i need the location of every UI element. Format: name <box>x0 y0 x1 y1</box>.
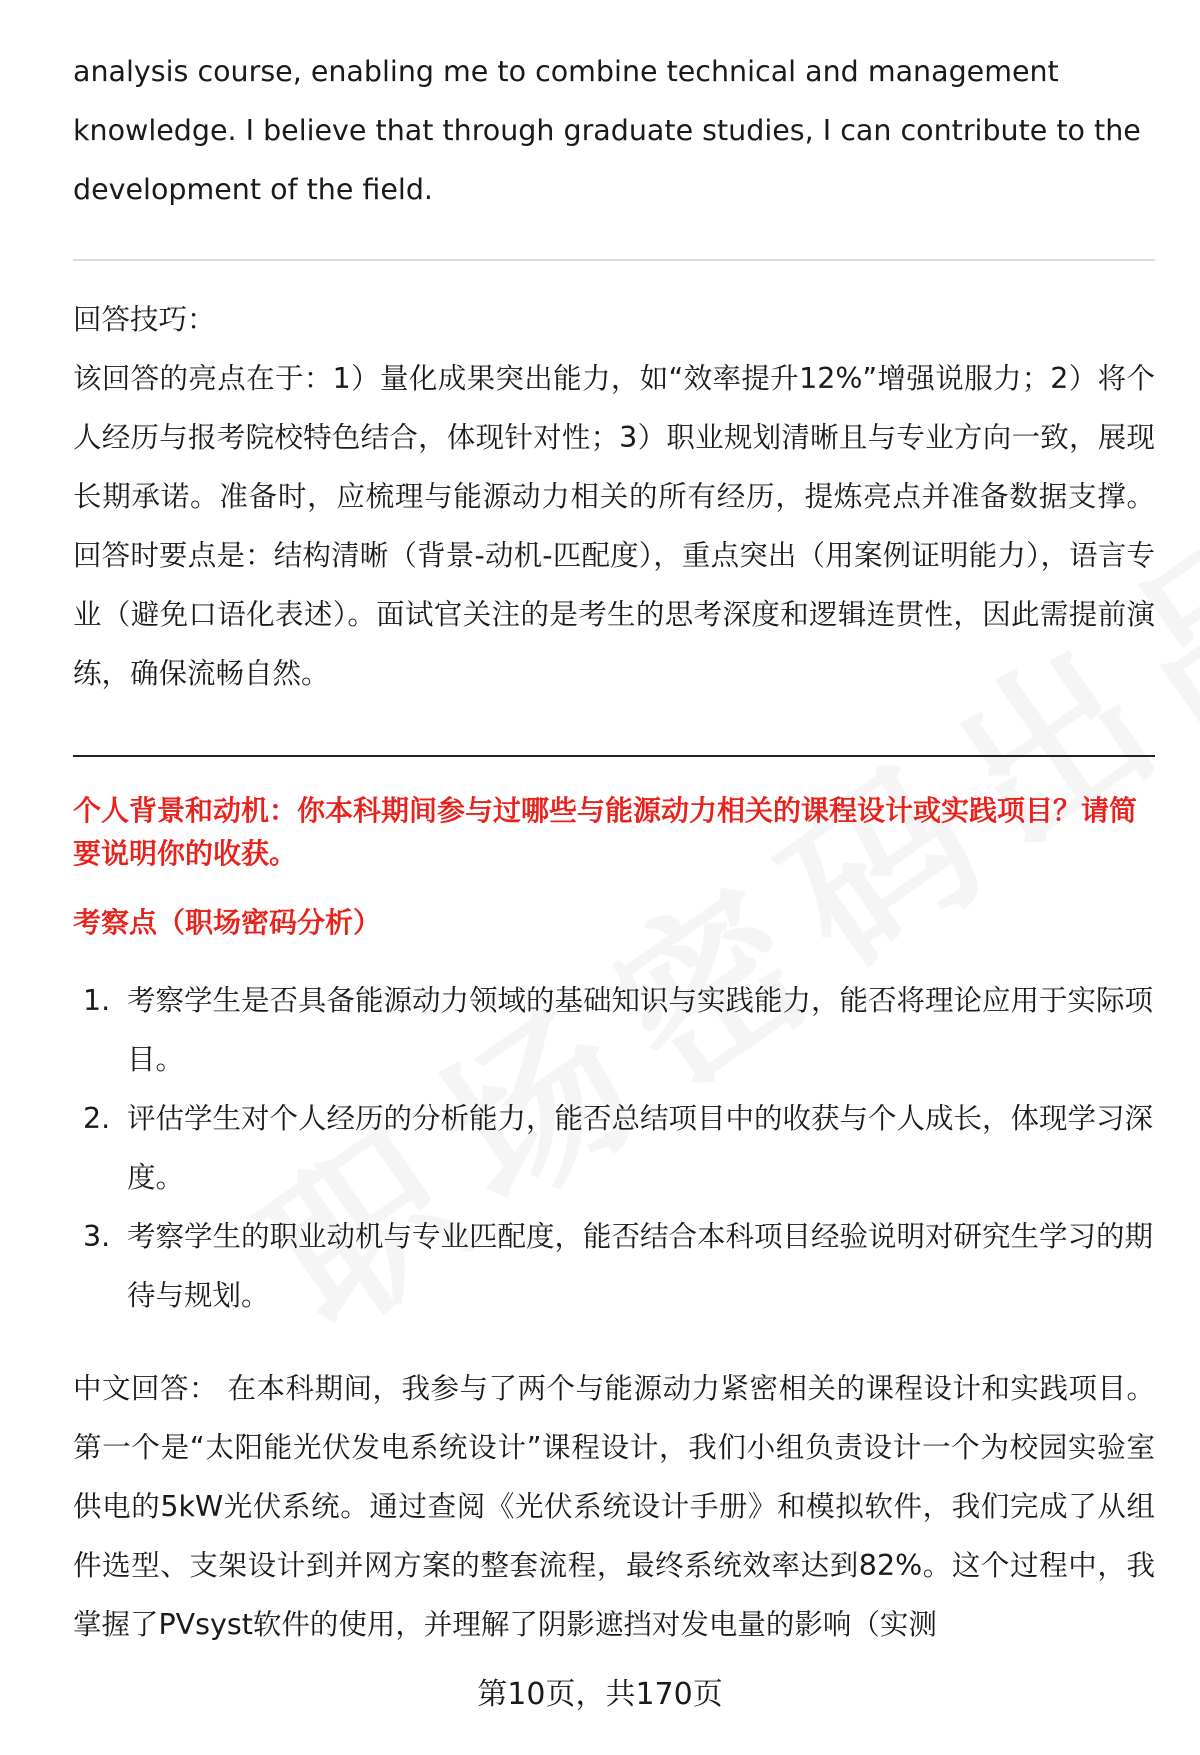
tips-body: 该回答的亮点在于：1）量化成果突出能力，如“效率提升12%”增强说服力；2）将个人经历与报考院校特色结合，体现针对性；3）职业规划清晰且与专业方向一致，展现长期承诺。准备时，应梳理与能源动力相关的所有经历，提炼亮点并准备数据支撑。回答时要点是：结构清晰（背景-动机-匹配度），重点突出（用案例证明能力），语言专业（避免口语化表述）。面试官关注的是考生的思考深度和逻辑连贯性，因此需提前演练，确保流畅自然。 <box>73 362 1155 690</box>
list-item <box>73 971 1155 1089</box>
list-item-text: 考察学生是否具备能源动力领域的基础知识与实践能力，能否将理论应用于实际项目。 <box>127 984 1154 1076</box>
assessment-points-list <box>73 971 1155 1325</box>
section-divider <box>73 259 1155 261</box>
page-footer: 第10页，共170页 <box>477 1677 723 1712</box>
list-item-text: 考察学生的职业动机与专业匹配度，能否结合本科项目经验说明对研究生学习的期待与规划。 <box>127 1220 1154 1312</box>
list-item-number: 1. <box>83 984 111 1017</box>
list-item-number: 2. <box>83 1102 111 1135</box>
tips-heading: 回答技巧： <box>73 303 216 336</box>
list-item <box>73 1089 1155 1207</box>
question-divider <box>73 755 1155 757</box>
question-title: 个人背景和动机：你本科期间参与过哪些与能源动力相关的课程设计或实践项目？请简要说明你的收获。 <box>73 794 1138 870</box>
english-answer-paragraph: analysis course, enabling me to combine technical and management knowledge. I believe that through graduate studies, I can contribute to the development of the field. <box>73 55 1141 206</box>
list-item <box>73 1207 1155 1325</box>
list-item-text: 评估学生对个人经历的分析能力，能否总结项目中的收获与个人成长，体现学习深度。 <box>127 1102 1154 1194</box>
list-item-number: 3. <box>83 1220 111 1253</box>
assessment-subheading: 考察点（职场密码分析） <box>73 906 382 939</box>
chinese-answer-paragraph: 中文回答： 在本科期间，我参与了两个与能源动力紧密相关的课程设计和实践项目。第一个是“太阳能光伏发电系统设计”课程设计，我们小组负责设计一个为校园实验室供电的5kW光伏系统。通过查阅《光伏系统设计手册》和模拟软件，我们完成了从组件选型、支架设计到并网方案的整套流程，最终系统效率达到82%。这个过程中，我掌握了PVsyst软件的使用，并理解了阴影遮挡对发电量的影响（实测 <box>73 1372 1155 1641</box>
